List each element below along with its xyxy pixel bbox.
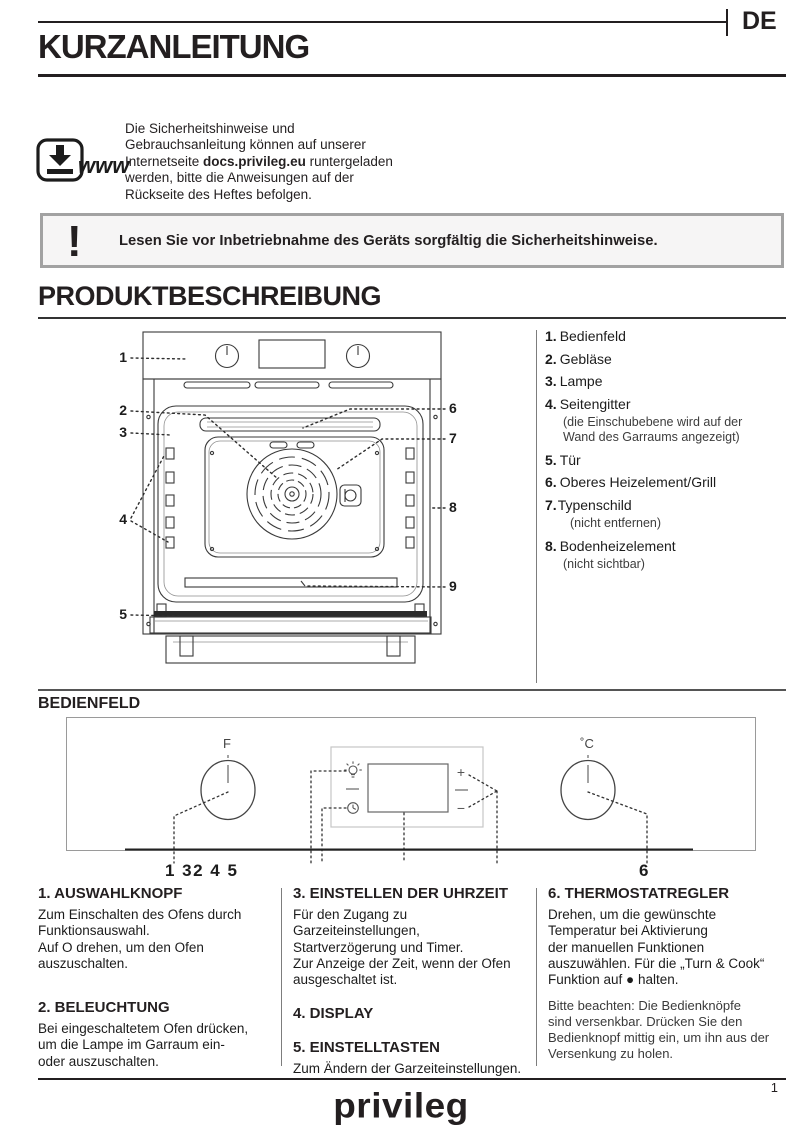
item-label: Gebläse <box>559 350 612 367</box>
function-column-1 <box>38 885 274 1070</box>
thermostat-housing-icon <box>340 485 361 506</box>
function-line: Funktionsauswahl. <box>38 923 150 939</box>
function-title: 6. THERMOSTATREGLER <box>548 885 730 902</box>
function-note-line: sind versenkbar. Drücken Sie den <box>548 1014 743 1030</box>
function-line: der manuellen Funktionen <box>548 939 705 955</box>
download-note-text: runtergeladen <box>305 153 393 169</box>
panel-callout-group: 1 32 4 5 <box>165 861 239 880</box>
selector-knob-icon <box>201 736 255 820</box>
callout-4: 4 <box>119 511 127 527</box>
title-rule <box>38 74 786 77</box>
side-rails <box>166 448 414 548</box>
item-label: Tür <box>559 451 581 468</box>
function-line: oder auszuschalten. <box>38 1053 159 1069</box>
function-line: Zum Ändern der Garzeiteinstellungen. <box>293 1061 522 1077</box>
display-cluster <box>331 747 483 827</box>
control-panel-diagram <box>66 717 756 883</box>
header-tick <box>726 9 728 36</box>
item-note: Wand des Garraums angezeigt) <box>563 430 740 445</box>
callout-3: 3 <box>119 424 127 440</box>
function-line: Garzeiteinstellungen, <box>293 923 420 939</box>
function-line: Auf O drehen, um den Ofen <box>38 939 204 955</box>
list-item <box>545 494 793 517</box>
function-title: 1. AUSWAHLKNOPF <box>38 885 183 902</box>
item-number: 5. <box>545 451 557 468</box>
control-panel-heading: BEDIENFELD <box>38 695 141 712</box>
item-label: Lampe <box>559 373 603 389</box>
function-line: Zur Anzeige der Zeit, wenn der Ofen <box>293 955 511 971</box>
download-note-line: werden, bitte die Anweisungen auf der <box>125 170 354 186</box>
download-note-line: Die Sicherheitshinweise und <box>125 121 295 136</box>
item-number: 8. <box>545 537 557 554</box>
item-number: 6. <box>545 474 557 491</box>
diagram-list-separator <box>536 330 537 683</box>
item-note: (die Einschubebene wird auf der <box>563 415 743 429</box>
function-title: 4. DISPLAY <box>293 1005 374 1023</box>
list-item <box>545 370 793 393</box>
function-title: 5. EINSTELLTASTEN <box>293 1039 440 1057</box>
list-item <box>545 471 793 494</box>
item-label: Oberes Heizelement/Grill <box>559 474 717 491</box>
download-note <box>125 121 470 203</box>
download-www-icon <box>34 134 130 186</box>
header-rule <box>38 21 727 23</box>
list-item <box>545 325 793 348</box>
function-line: Startverzögerung und Timer. <box>293 939 464 955</box>
item-label: Typenschild <box>557 496 632 513</box>
download-arrow-icon <box>56 145 64 156</box>
display-icon <box>368 764 448 812</box>
docs-link: docs.privileg.eu <box>203 153 306 169</box>
list-item <box>545 393 793 416</box>
safety-warning-box <box>40 213 784 268</box>
column-separator <box>536 888 537 1066</box>
minus-button-label: − <box>456 800 466 816</box>
diagram-leader-lines <box>131 358 445 616</box>
callout-7: 7 <box>449 430 457 446</box>
callout-2: 2 <box>119 402 127 418</box>
item-label: Seitengitter <box>559 395 631 412</box>
oven-cavity <box>158 406 423 602</box>
list-item <box>545 535 793 558</box>
function-line: auszuwählen. Für die „Turn & Cook“ <box>548 955 765 971</box>
column-separator <box>281 888 282 1066</box>
page-number: 1 <box>770 1080 778 1095</box>
knob-right-label: ˚C <box>580 736 594 751</box>
www-label: www <box>78 153 130 178</box>
function-line: Zum Einschalten des Ofens durch <box>38 907 242 922</box>
item-label: Bedienfeld <box>559 328 626 344</box>
brand-logo: privileg <box>333 1086 469 1125</box>
item-number: 3. <box>545 373 557 389</box>
oven-control-strip <box>143 332 441 379</box>
thermostat-knob-icon <box>561 736 615 820</box>
callout-6: 6 <box>449 400 457 416</box>
item-number: 7. <box>545 496 557 513</box>
download-note-line: Gebrauchsanleitung können auf unserer <box>125 137 366 153</box>
function-line: um die Lampe im Garraum ein- <box>38 1037 225 1053</box>
spacer <box>38 972 274 999</box>
item-note: (nicht sichtbar) <box>563 557 645 572</box>
function-line: ausgeschaltet ist. <box>293 972 398 988</box>
oven-base <box>166 636 415 663</box>
spacer <box>293 1027 531 1039</box>
download-note-text: Internetseite <box>125 153 204 169</box>
item-number: 1. <box>545 328 557 344</box>
product-parts-list <box>545 325 793 573</box>
function-note-line: Bedienknopf mittig ein, um ihn aus der <box>548 1029 770 1045</box>
spacer <box>293 988 531 1005</box>
callout-9: 9 <box>449 578 457 594</box>
lamp-icon <box>344 761 362 777</box>
grill-element-icon <box>200 418 380 431</box>
item-number: 2. <box>545 350 557 367</box>
function-line: Für den Zugang zu <box>293 907 408 922</box>
item-note: (nicht entfernen) <box>570 516 662 531</box>
callout-5: 5 <box>119 606 127 622</box>
knob-left-label: F <box>223 736 231 751</box>
item-label: Bodenheizelement <box>559 537 676 554</box>
function-title: 2. BELEUCHTUNG <box>38 999 170 1017</box>
function-line: Temperatur bei Aktivierung <box>548 923 708 939</box>
list-item <box>545 449 793 472</box>
callout-1: 1 <box>119 349 127 365</box>
cavity-floor <box>185 578 397 587</box>
function-line: Funktion auf ● halten. <box>548 972 679 988</box>
function-note-line: Versenkung zu holen. <box>548 1045 674 1061</box>
function-title: 3. EINSTELLEN DER UHRZEIT <box>293 885 509 902</box>
section-rule <box>38 689 786 691</box>
fan-icon <box>247 449 337 539</box>
function-note-line: Bitte beachten: Die Bedienknöpfe <box>548 998 741 1014</box>
function-column-3 <box>548 885 790 1061</box>
download-note-line <box>125 154 470 170</box>
download-note-line: Rückseite des Heftes befolgen. <box>125 186 312 202</box>
item-number: 4. <box>545 395 557 412</box>
diagram-callout-numbers <box>119 349 457 622</box>
function-line: auszuschalten. <box>38 955 129 971</box>
function-line: Drehen, um die gewünschte <box>548 907 717 922</box>
function-line: Bei eingeschaltetem Ofen drücken, <box>38 1021 249 1037</box>
page-title: KURZANLEITUNG <box>38 28 310 65</box>
function-column-2 <box>293 885 531 1078</box>
clock-icon <box>348 803 359 814</box>
footer-rule <box>38 1078 786 1080</box>
list-item <box>545 348 793 371</box>
spacer <box>548 988 790 998</box>
safety-warning-text: Lesen Sie vor Inbetriebnahme des Geräts sorgfältig die Sicherheitshinweise. <box>119 232 658 249</box>
product-description-heading: PRODUKTBESCHREIBUNG <box>38 281 382 311</box>
callout-8: 8 <box>449 499 457 515</box>
language-tag: DE <box>742 7 777 35</box>
exclamation-icon: ! <box>67 217 82 266</box>
oven-diagram <box>95 318 535 686</box>
panel-callout-6: 6 <box>639 861 650 880</box>
plus-button-label: + <box>456 764 466 780</box>
oven-display-icon <box>259 340 325 368</box>
oven-door-bottom <box>150 604 431 633</box>
